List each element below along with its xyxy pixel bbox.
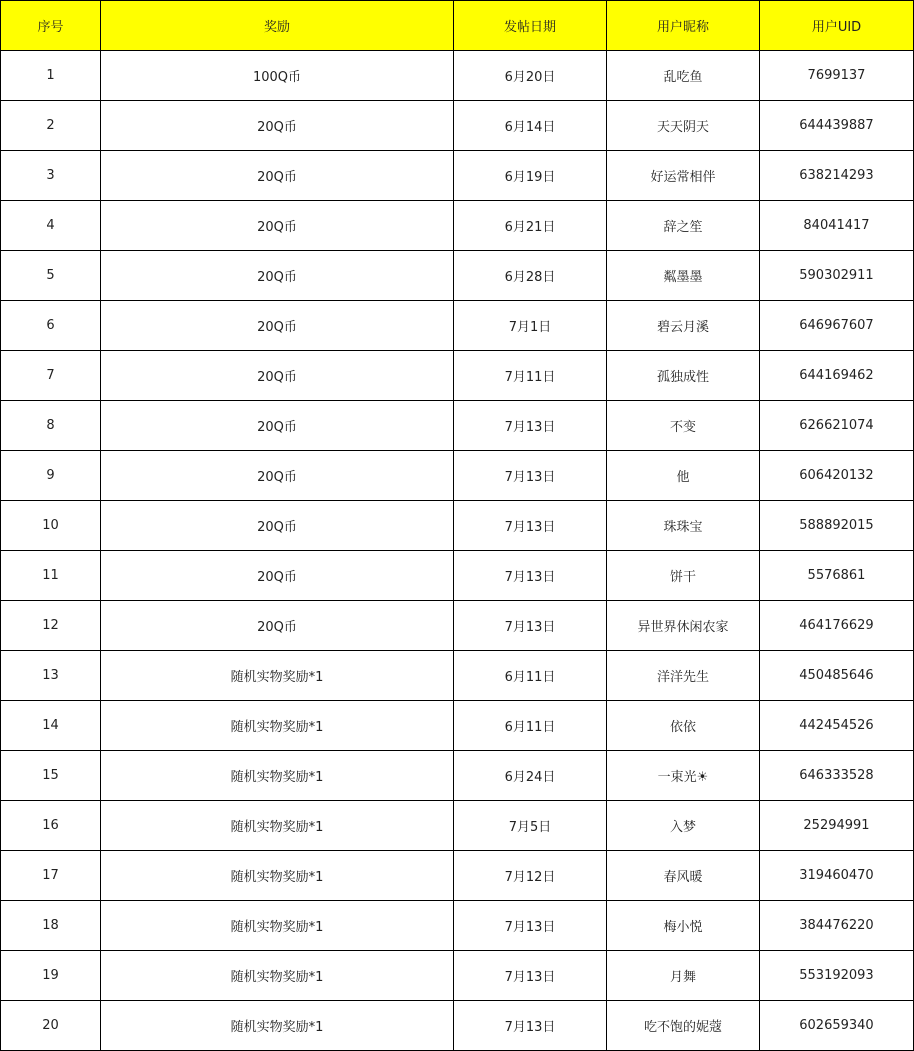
cell-index: 10 [1, 501, 101, 551]
table-row [1, 151, 914, 201]
cell-post-date: 7月13日 [454, 901, 607, 951]
cell-reward: 随机实物奖励*1 [101, 801, 454, 851]
cell-nickname: 异世界休闲农家 [607, 601, 760, 651]
cell-user-uid: 25294991 [760, 801, 914, 851]
cell-reward: 20Q币 [101, 601, 454, 651]
cell-nickname: 饼干 [607, 551, 760, 601]
table-row [1, 51, 914, 101]
table-row [1, 951, 914, 1001]
cell-user-uid: 646967607 [760, 301, 914, 351]
cell-reward: 随机实物奖励*1 [101, 701, 454, 751]
cell-index: 7 [1, 351, 101, 401]
cell-index: 1 [1, 51, 101, 101]
cell-user-uid: 450485646 [760, 651, 914, 701]
cell-index: 4 [1, 201, 101, 251]
cell-index: 5 [1, 251, 101, 301]
cell-index: 6 [1, 301, 101, 351]
cell-reward: 20Q币 [101, 351, 454, 401]
cell-reward: 随机实物奖励*1 [101, 751, 454, 801]
table-row [1, 201, 914, 251]
cell-post-date: 6月11日 [454, 651, 607, 701]
cell-post-date: 6月11日 [454, 701, 607, 751]
table-header [1, 1, 914, 51]
cell-post-date: 6月19日 [454, 151, 607, 201]
cell-post-date: 7月11日 [454, 351, 607, 401]
table-row [1, 701, 914, 751]
cell-reward: 随机实物奖励*1 [101, 851, 454, 901]
cell-index: 11 [1, 551, 101, 601]
cell-reward: 20Q币 [101, 251, 454, 301]
cell-reward: 随机实物奖励*1 [101, 951, 454, 1001]
cell-reward: 20Q币 [101, 551, 454, 601]
cell-index: 9 [1, 451, 101, 501]
cell-nickname: 吃不饱的妮蔻 [607, 1001, 760, 1051]
cell-reward: 20Q币 [101, 451, 454, 501]
cell-user-uid: 644439887 [760, 101, 914, 151]
cell-reward: 100Q币 [101, 51, 454, 101]
cell-user-uid: 638214293 [760, 151, 914, 201]
table-row [1, 801, 914, 851]
table-row [1, 301, 914, 351]
table-body [1, 51, 914, 1051]
cell-user-uid: 442454526 [760, 701, 914, 751]
cell-post-date: 7月13日 [454, 551, 607, 601]
table-row [1, 101, 914, 151]
cell-index: 18 [1, 901, 101, 951]
cell-reward: 20Q币 [101, 201, 454, 251]
table-row [1, 451, 914, 501]
cell-nickname: 梅小悦 [607, 901, 760, 951]
cell-post-date: 7月13日 [454, 951, 607, 1001]
cell-user-uid: 553192093 [760, 951, 914, 1001]
cell-reward: 随机实物奖励*1 [101, 901, 454, 951]
cell-post-date: 7月13日 [454, 1001, 607, 1051]
cell-nickname: 春风暖 [607, 851, 760, 901]
table-row [1, 501, 914, 551]
cell-nickname: 辞之笙 [607, 201, 760, 251]
cell-user-uid: 644169462 [760, 351, 914, 401]
cell-nickname: 粼墨墨 [607, 251, 760, 301]
cell-post-date: 6月20日 [454, 51, 607, 101]
table-row [1, 901, 914, 951]
cell-user-uid: 464176629 [760, 601, 914, 651]
cell-reward: 20Q币 [101, 101, 454, 151]
cell-user-uid: 606420132 [760, 451, 914, 501]
cell-index: 14 [1, 701, 101, 751]
header-user-uid: 用户UID [760, 1, 914, 51]
cell-reward: 随机实物奖励*1 [101, 1001, 454, 1051]
cell-index: 15 [1, 751, 101, 801]
cell-nickname: 孤独成性 [607, 351, 760, 401]
cell-post-date: 7月13日 [454, 401, 607, 451]
cell-nickname: 碧云月溪 [607, 301, 760, 351]
cell-post-date: 6月24日 [454, 751, 607, 801]
table-row [1, 551, 914, 601]
table-row [1, 601, 914, 651]
cell-nickname: 洋洋先生 [607, 651, 760, 701]
header-nickname: 用户昵称 [607, 1, 760, 51]
cell-reward: 20Q币 [101, 501, 454, 551]
cell-index: 19 [1, 951, 101, 1001]
cell-nickname: 入梦 [607, 801, 760, 851]
cell-nickname: 他 [607, 451, 760, 501]
cell-post-date: 7月12日 [454, 851, 607, 901]
cell-index: 16 [1, 801, 101, 851]
cell-user-uid: 588892015 [760, 501, 914, 551]
table-row [1, 251, 914, 301]
cell-user-uid: 646333528 [760, 751, 914, 801]
table-row [1, 1001, 914, 1051]
cell-nickname: 珠珠宝 [607, 501, 760, 551]
cell-index: 17 [1, 851, 101, 901]
cell-index: 3 [1, 151, 101, 201]
cell-post-date: 6月14日 [454, 101, 607, 151]
cell-reward: 20Q币 [101, 301, 454, 351]
cell-post-date: 7月13日 [454, 501, 607, 551]
cell-index: 13 [1, 651, 101, 701]
cell-reward: 随机实物奖励*1 [101, 651, 454, 701]
cell-nickname: 乱吃鱼 [607, 51, 760, 101]
cell-nickname: 一束光☀ [607, 751, 760, 801]
header-index: 序号 [1, 1, 101, 51]
cell-nickname: 好运常相伴 [607, 151, 760, 201]
table-row [1, 851, 914, 901]
cell-nickname: 依依 [607, 701, 760, 751]
cell-post-date: 7月13日 [454, 451, 607, 501]
header-post-date: 发帖日期 [454, 1, 607, 51]
cell-user-uid: 626621074 [760, 401, 914, 451]
cell-user-uid: 7699137 [760, 51, 914, 101]
table-row [1, 351, 914, 401]
cell-nickname: 月舞 [607, 951, 760, 1001]
cell-user-uid: 84041417 [760, 201, 914, 251]
cell-user-uid: 590302911 [760, 251, 914, 301]
cell-index: 8 [1, 401, 101, 451]
cell-post-date: 6月28日 [454, 251, 607, 301]
header-row [1, 1, 914, 51]
header-reward: 奖励 [101, 1, 454, 51]
table-row [1, 401, 914, 451]
cell-index: 12 [1, 601, 101, 651]
cell-post-date: 7月1日 [454, 301, 607, 351]
cell-user-uid: 5576861 [760, 551, 914, 601]
cell-post-date: 6月21日 [454, 201, 607, 251]
cell-user-uid: 602659340 [760, 1001, 914, 1051]
cell-post-date: 7月5日 [454, 801, 607, 851]
table-row [1, 751, 914, 801]
cell-index: 2 [1, 101, 101, 151]
cell-reward: 20Q币 [101, 151, 454, 201]
cell-index: 20 [1, 1001, 101, 1051]
cell-user-uid: 319460470 [760, 851, 914, 901]
cell-user-uid: 384476220 [760, 901, 914, 951]
table-row [1, 651, 914, 701]
cell-nickname: 不变 [607, 401, 760, 451]
cell-nickname: 天天阴天 [607, 101, 760, 151]
cell-reward: 20Q币 [101, 401, 454, 451]
cell-post-date: 7月13日 [454, 601, 607, 651]
